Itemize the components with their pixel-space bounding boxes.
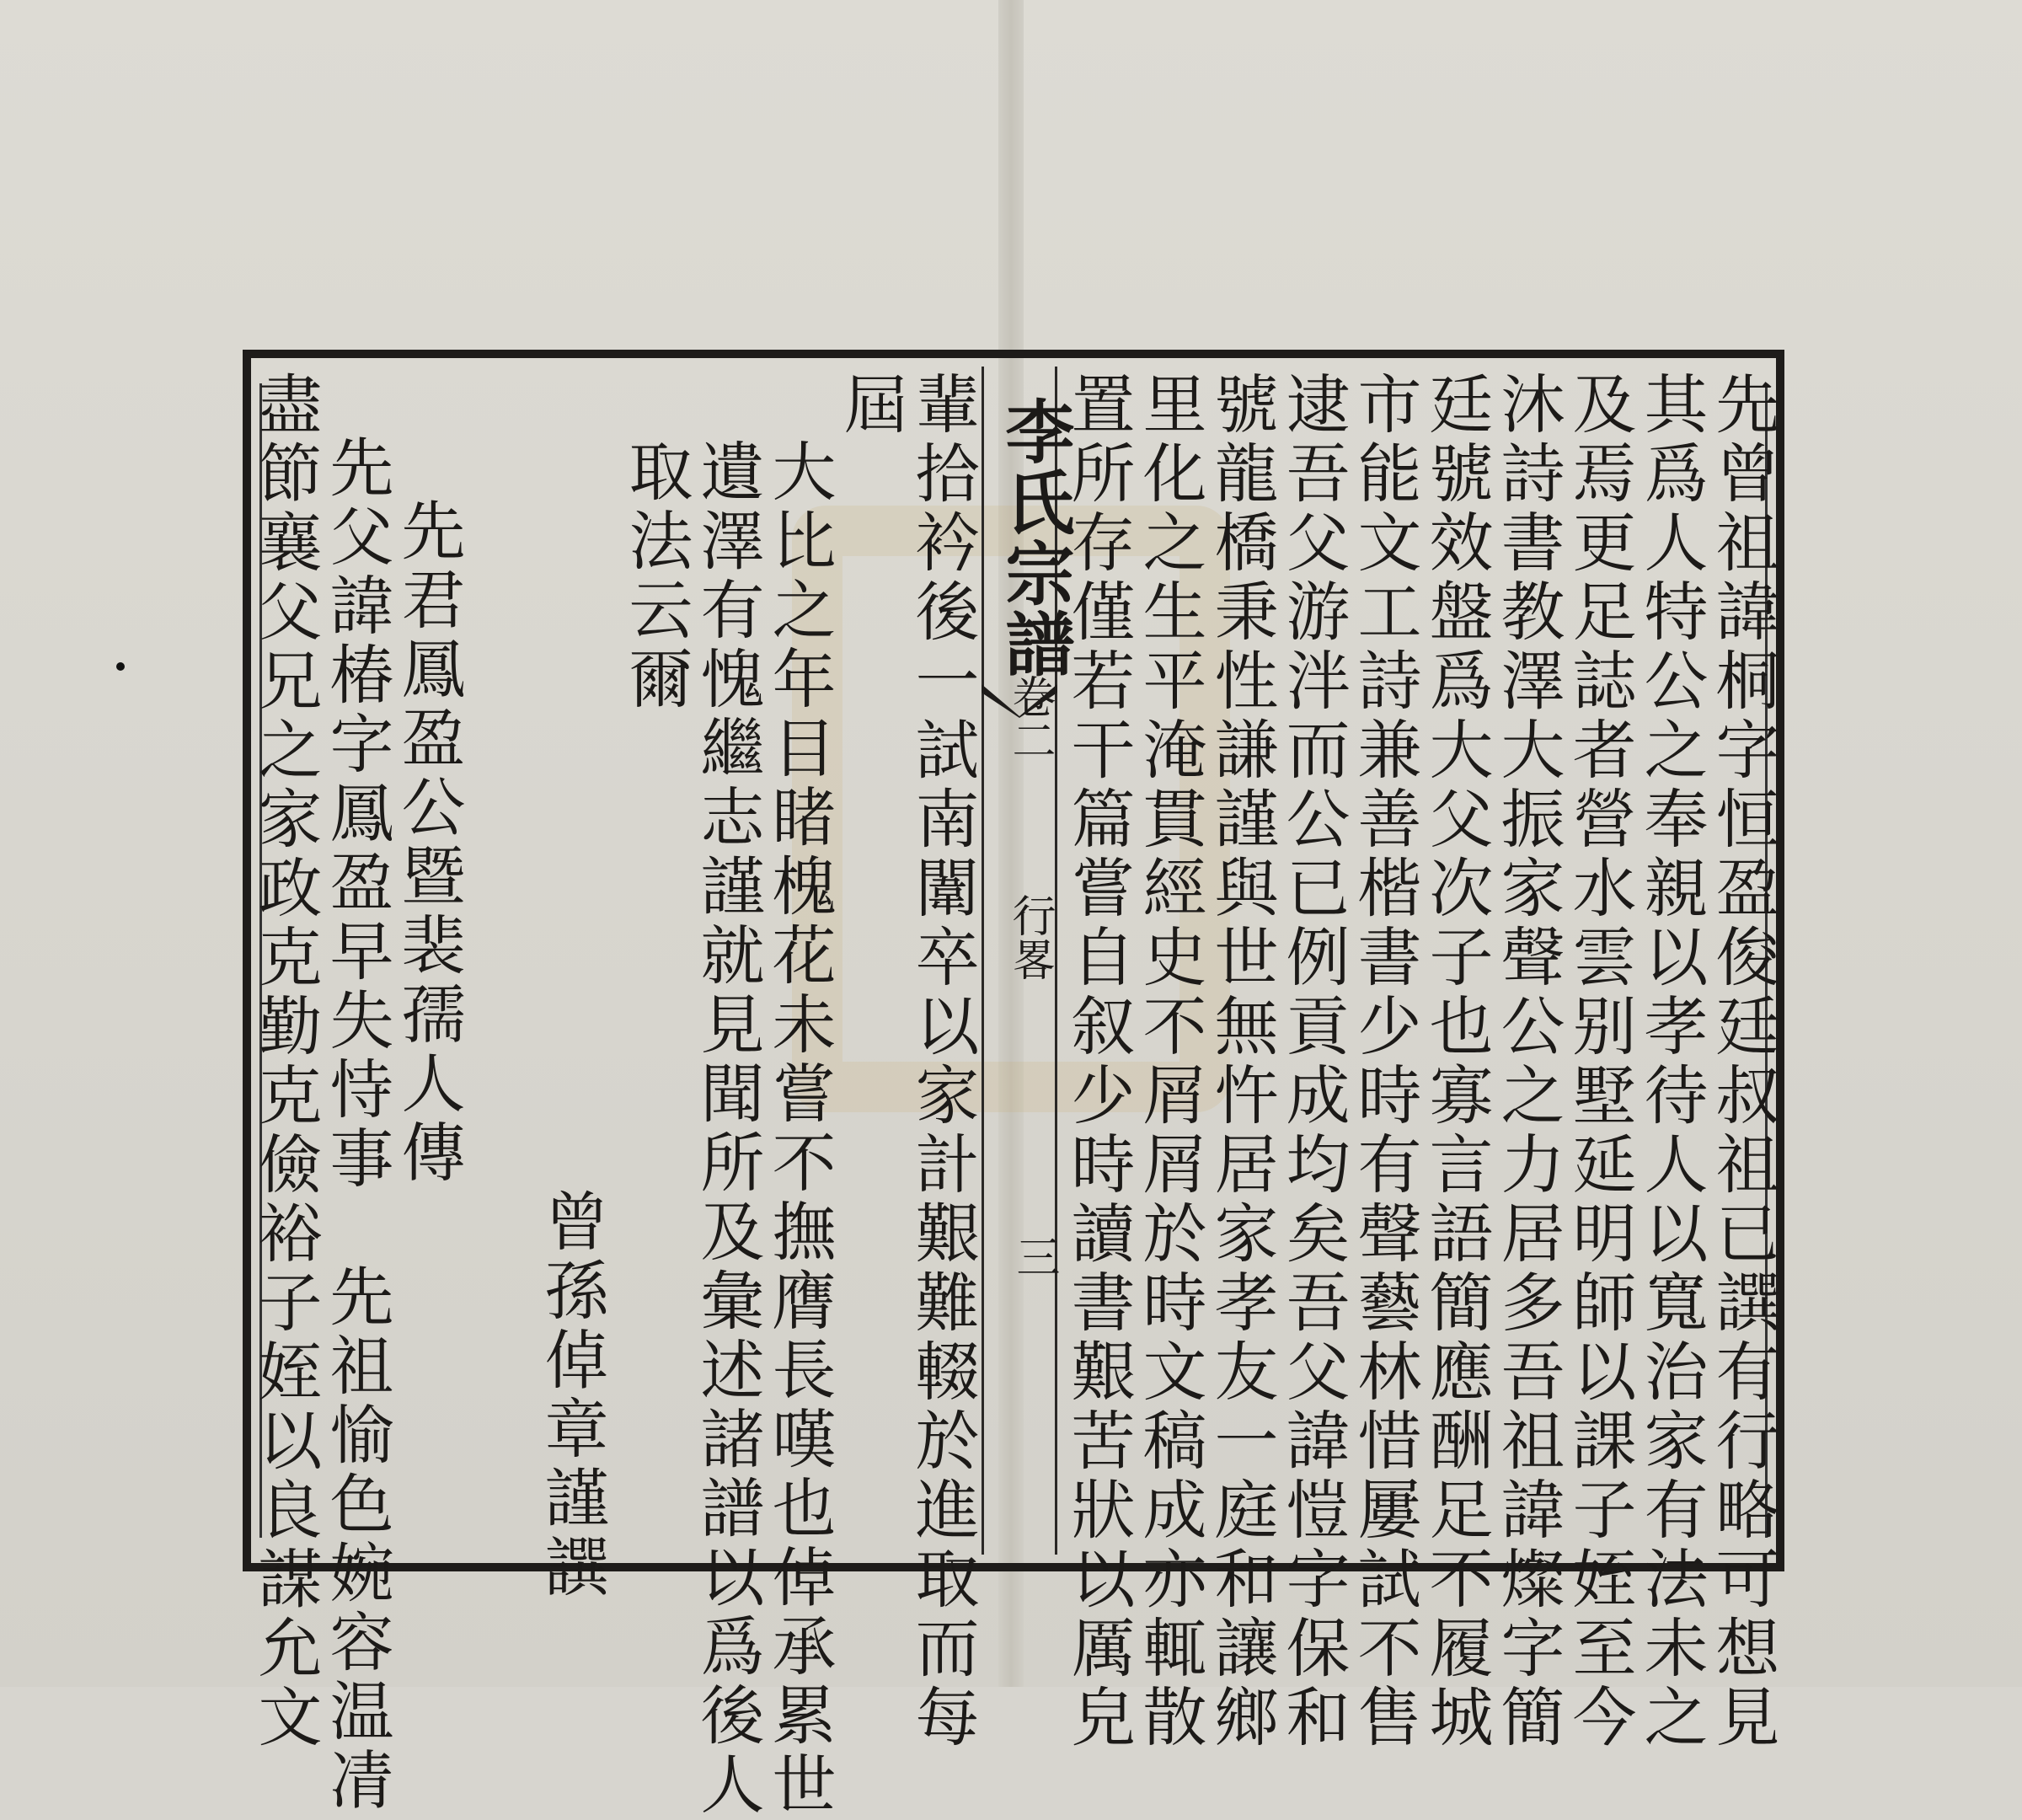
text-column: 及焉更足誌者營水雲别墅延明師以課子姪至今 (1562, 371, 1637, 1753)
text-column: 置所存僅若干篇嘗自叙少時讀書艱苦狀以厲皃 (1061, 371, 1136, 1753)
text-column: 里化之生平淹貫經史不屑屑於時文稿成亦輒散 (1132, 371, 1207, 1753)
section-label: 行畧 (1004, 893, 1055, 981)
section-heading: 先君鳳盈公暨裴孺人傳 (391, 497, 466, 1188)
text-column: 盡節襄父兄之家政克勤克儉裕子姪以良謀允文 (248, 371, 323, 1753)
text-column: 大比之年目睹槐花未嘗不撫膺長嘆也倬承累世 (762, 438, 837, 1820)
text-column: 取法云爾 (618, 438, 693, 715)
text-column: 廷號效盤爲大父次子也寡言語簡應酬足不履城 (1419, 371, 1494, 1753)
text-column: 逮吾父游泮而公已例貢成均矣吾父諱愷字保和 (1276, 371, 1351, 1753)
book-title: 李氏宗譜 (994, 396, 1075, 679)
page-number: 三 (1008, 1234, 1059, 1278)
text-column: 其爲人特公之奉親以孝待人以寬治家有法未之 (1634, 371, 1709, 1753)
author-signature: 曾孫倬章謹譔 (534, 1188, 609, 1603)
text-column: 遺澤有愧繼志謹就見聞所及彙述諸譜以爲後人 (690, 438, 765, 1820)
text-column: 號龍橋秉性謙謹與世無忤居家孝友一庭和讓鄉 (1204, 371, 1279, 1753)
text-column: 屆 (833, 371, 908, 440)
volume-label: 卷二 (1004, 674, 1055, 762)
ink-speck (116, 662, 125, 671)
text-column: 輩拾衿後一試南闈卒以家計艱難輟於進取而每 (905, 371, 980, 1753)
text-column: 先曾祖諱桐字恒盈俊廷叔祖已譔有行略可想見 (1705, 371, 1780, 1753)
text-column: 市能文工詩兼善楷書少時有聲藝林惜屢試不售 (1347, 371, 1422, 1753)
text-column: 沐詩書教澤大振家聲公之力居多吾祖諱燦字簡 (1490, 371, 1565, 1753)
text-column: 先父諱椿字鳳盈早失恃事 先祖愉色婉容温凊 (319, 434, 394, 1816)
